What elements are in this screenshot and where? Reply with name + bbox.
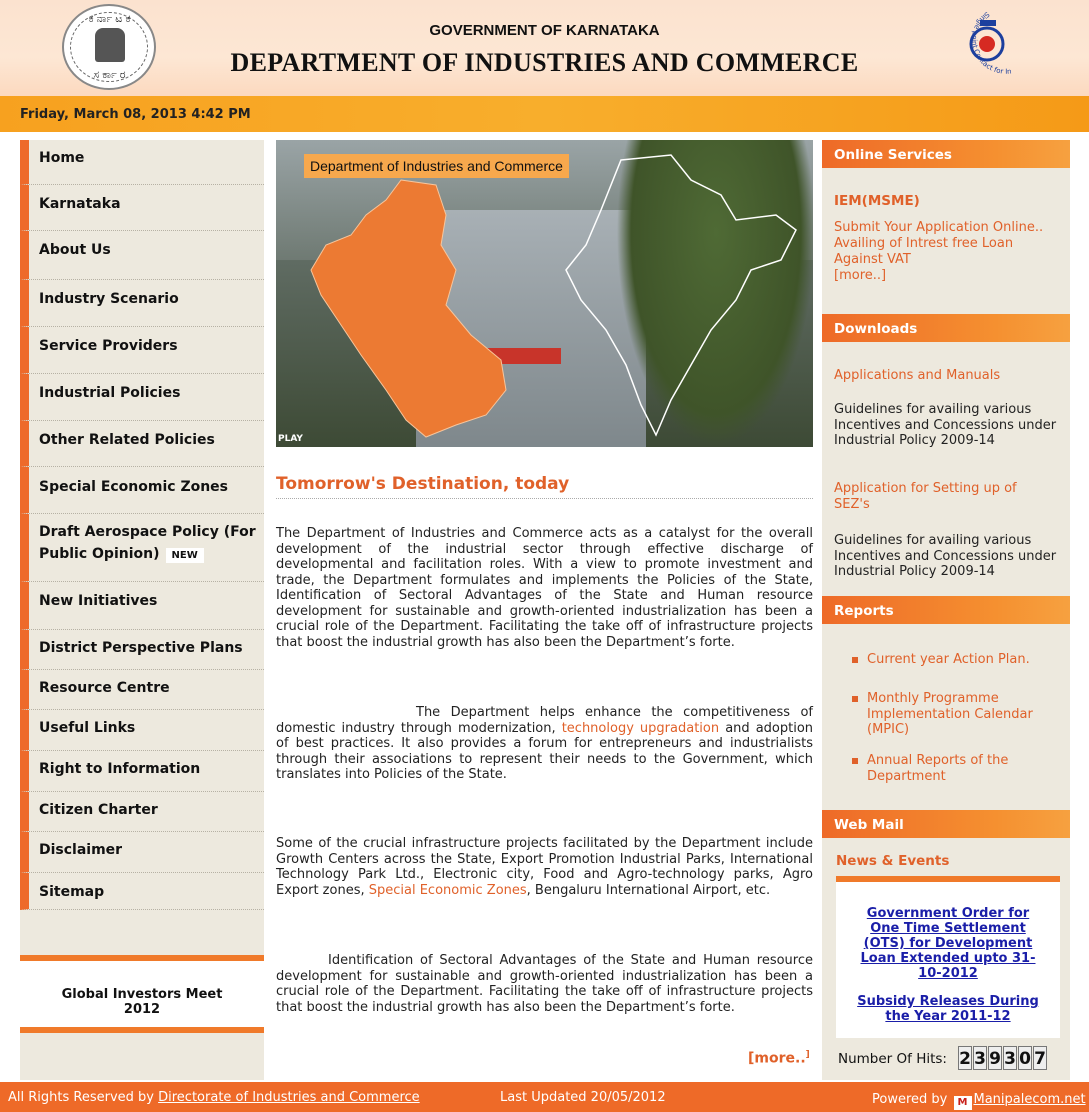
nav-item-sitemap[interactable] (20, 873, 264, 910)
report-action-plan-link[interactable]: Current year Action Plan. (867, 652, 1030, 667)
sectoral-paragraph (276, 953, 813, 1015)
technology-upgradation-link[interactable]: technology upgradation (561, 720, 720, 736)
nav-item-useful-links[interactable] (20, 710, 264, 751)
nav-item-label: Home (39, 150, 85, 166)
competitiveness-paragraph (276, 705, 813, 783)
para2-text-a: The Department helps enhance the competitiveness of domestic industry through modernization, (276, 705, 813, 736)
nav-item-special-economic-zones[interactable] (20, 467, 264, 514)
nav-item-label: Industrial Policies (39, 385, 181, 401)
nav-item-industrial-policies[interactable] (20, 374, 264, 421)
nav-item-label: Sitemap (39, 884, 105, 900)
downloads-title: Downloads (834, 321, 918, 337)
availing-loan-link[interactable]: Availing of Intrest free Loan Against VAT (834, 236, 1014, 267)
nav-item-label: Industry Scenario (39, 291, 179, 307)
web-mail-header[interactable] (822, 810, 1070, 838)
karnataka-map-icon (306, 175, 516, 440)
applications-manuals-link[interactable]: Applications and Manuals (834, 368, 1001, 383)
site-footer (0, 1082, 1089, 1112)
page-title: Tomorrow's Destination, today (276, 474, 570, 494)
hits-digit: 0 (1018, 1046, 1032, 1070)
nav-item-label-line2 (39, 546, 204, 563)
nav-item-about-us[interactable] (20, 231, 264, 280)
para2-text-b: and adoption of best practices. It also provides a forum for entrepreneurs and industrialists through their associations to represent their needs to the Government, which translates into Policies of the State. (276, 720, 814, 782)
nav-item-draft-aerospace-policy-for[interactable] (20, 514, 264, 582)
nav-item-home[interactable] (20, 140, 264, 185)
site-header (0, 0, 1089, 96)
nav-item-label: New Initiatives (39, 593, 158, 609)
nav-item-label: Citizen Charter (39, 802, 158, 818)
nav-item-label: Draft Aerospace Policy (For (39, 524, 256, 540)
government-title: GOVERNMENT OF KARNATAKA (429, 22, 660, 39)
downloads-header (822, 314, 1070, 342)
nav-item-label: Right to Information (39, 761, 201, 777)
nav-item-citizen-charter[interactable] (20, 792, 264, 832)
nav-item-label: Karnataka (39, 196, 121, 212)
last-updated: Last Updated 20/05/2012 (500, 1090, 666, 1105)
report-annual-link[interactable]: Annual Reports of the Department (867, 753, 1009, 784)
hits-digit: 9 (988, 1046, 1002, 1070)
para3-text-a: Some of the crucial infrastructure projects facilitated by the Department include Growth Centers across the State, Export Promotion Industrial Parks, International Technology Park Ltd., Electronic city, Food and Agro-technology parks, Agro Export zones, (276, 836, 813, 898)
nav-item-disclaimer[interactable] (20, 832, 264, 873)
footer-powered-by (872, 1092, 1086, 1110)
reports-header (822, 596, 1070, 624)
nav-item-label: Useful Links (39, 720, 136, 736)
nav-item-new-initiatives[interactable] (20, 582, 264, 630)
emblem-top-text: ಕರ್ನಾಟಕ (88, 12, 134, 25)
manipalecom-link[interactable]: Manipalecom.net (973, 1092, 1086, 1107)
submit-application-link[interactable]: Submit Your Application Online.. (834, 220, 1044, 235)
emblem-bottom-text: ಸರ್ಕಾರ (93, 68, 129, 81)
date-bar (0, 96, 1089, 132)
reports-title: Reports (834, 603, 894, 619)
online-services-more-link[interactable]: [more..] (834, 268, 887, 283)
nav-item-other-related-policies[interactable] (20, 421, 264, 467)
infrastructure-paragraph (276, 836, 813, 898)
nav-item-right-to-information[interactable] (20, 751, 264, 792)
hits-counter (958, 1046, 1048, 1072)
current-date-time: Friday, March 08, 2013 4:42 PM (20, 107, 251, 122)
india-map-outline-icon (561, 150, 801, 440)
sez-application-link[interactable]: Application for Setting up of SEZ's (834, 481, 1017, 512)
nav-item-industry-scenario[interactable] (20, 280, 264, 327)
nav-item-karnataka[interactable] (20, 185, 264, 231)
nav-item-label: About Us (39, 242, 111, 258)
new-badge: NEW (166, 548, 204, 563)
nav-item-label: District Perspective Plans (39, 640, 243, 656)
online-services-title: Online Services (834, 147, 952, 163)
more-link-text: [more.. (748, 1050, 806, 1067)
nav-item-label: Service Providers (39, 338, 178, 354)
more-link-sup: ] (805, 1050, 810, 1060)
guidelines-download-1[interactable]: Guidelines for availing various Incentives and Concessions under Industrial Policy 2009-14 (834, 402, 1057, 448)
online-services-header (822, 140, 1070, 168)
footer-rights-prefix: All Rights Reserved by (8, 1090, 154, 1105)
news-subsidy-link[interactable]: Subsidy Releases During the Year 2011-12 (857, 994, 1039, 1024)
guidelines-download-2[interactable]: Guidelines for availing various Incentives and Concessions under Industrial Policy 2009-14 (834, 533, 1057, 579)
nav-item-resource-centre[interactable] (20, 670, 264, 710)
special-economic-zones-link[interactable]: Special Economic Zones (368, 882, 527, 898)
nav-item-label2-text: Public Opinion) (39, 546, 160, 562)
nav-item-service-providers[interactable] (20, 327, 264, 374)
nav-item-label: Resource Centre (39, 680, 170, 696)
nav-item-label: Special Economic Zones (39, 479, 229, 495)
play-label[interactable]: PLAY (278, 434, 303, 444)
directorate-link[interactable]: Directorate of Industries and Commerce (158, 1090, 420, 1105)
bullet-icon (852, 657, 858, 663)
intro-paragraph: The Department of Industries and Commerce acts as a catalyst for the overall development of the industrial sector through effective discharge of developmental and facilitation roles. With a view to promote investment and trade, the Department formulates and implements the Policies of the State, Identification of Sectoral Advantages of the State and Human resource development for sustainable and growth-oriented industrialization has been a crucial role of the Department. Facilitating the take off of infrastructure projects that boost the industrial growth has also been the Department’s forte. (276, 526, 813, 650)
para3-text-b: , Bengaluru International Airport, etc. (526, 882, 771, 898)
powered-by-label: Powered by (872, 1092, 948, 1107)
spc-logo-text: Single point Contact for Investor (970, 9, 1012, 76)
hits-digit: 3 (1003, 1046, 1017, 1070)
department-title: DEPARTMENT OF INDUSTRIES AND COMMERCE (230, 48, 859, 77)
news-ots-link[interactable]: Government Order for One Time Settlement (OTS) for Development Loan Extended upto 31-10-2012 (860, 906, 1036, 981)
report-mpic-link[interactable]: Monthly Programme Implementation Calendar (MPIC) (867, 691, 1033, 737)
news-events-box (836, 876, 1060, 1038)
news-events-title: News & Events (836, 853, 950, 869)
nav-item-label: Disclaimer (39, 842, 123, 858)
para4-text: Identification of Sectoral Advantages of the State and Human resource development for sustainable and growth-oriented industrialization has been a crucial role of the Department. Facilitating the take off of infrastructure projects that boost the industrial growth has also been the Department’s forte. (276, 953, 813, 1015)
single-point-contact-logo (944, 6, 1034, 86)
hits-digit: 7 (1033, 1046, 1047, 1070)
hits-digit: 2 (958, 1046, 972, 1070)
iem-msme-link[interactable]: IEM(MSME) (834, 193, 920, 209)
manipal-logo-icon: M (954, 1096, 972, 1110)
page-heading-block (276, 474, 813, 499)
nav-item-label: Other Related Policies (39, 432, 215, 448)
banner-label: Department of Industries and Commerce (304, 154, 569, 178)
bullet-icon (852, 758, 858, 764)
hits-label: Number Of Hits: (838, 1051, 947, 1067)
global-investors-meet-banner[interactable] (20, 955, 264, 1033)
hero-banner[interactable] (276, 140, 813, 447)
gim-line1: Global Investors Meet (61, 987, 223, 1002)
nav-item-district-perspective-plans[interactable] (20, 630, 264, 670)
footer-rights (8, 1090, 420, 1105)
gim-line2: 2012 (123, 1002, 161, 1017)
bullet-icon (852, 696, 858, 702)
svg-text:Single point Contact for Inves (956, 6, 1034, 85)
more-link[interactable] (748, 1050, 810, 1067)
web-mail-title: Web Mail (834, 817, 904, 833)
hits-digit: 3 (973, 1046, 987, 1070)
